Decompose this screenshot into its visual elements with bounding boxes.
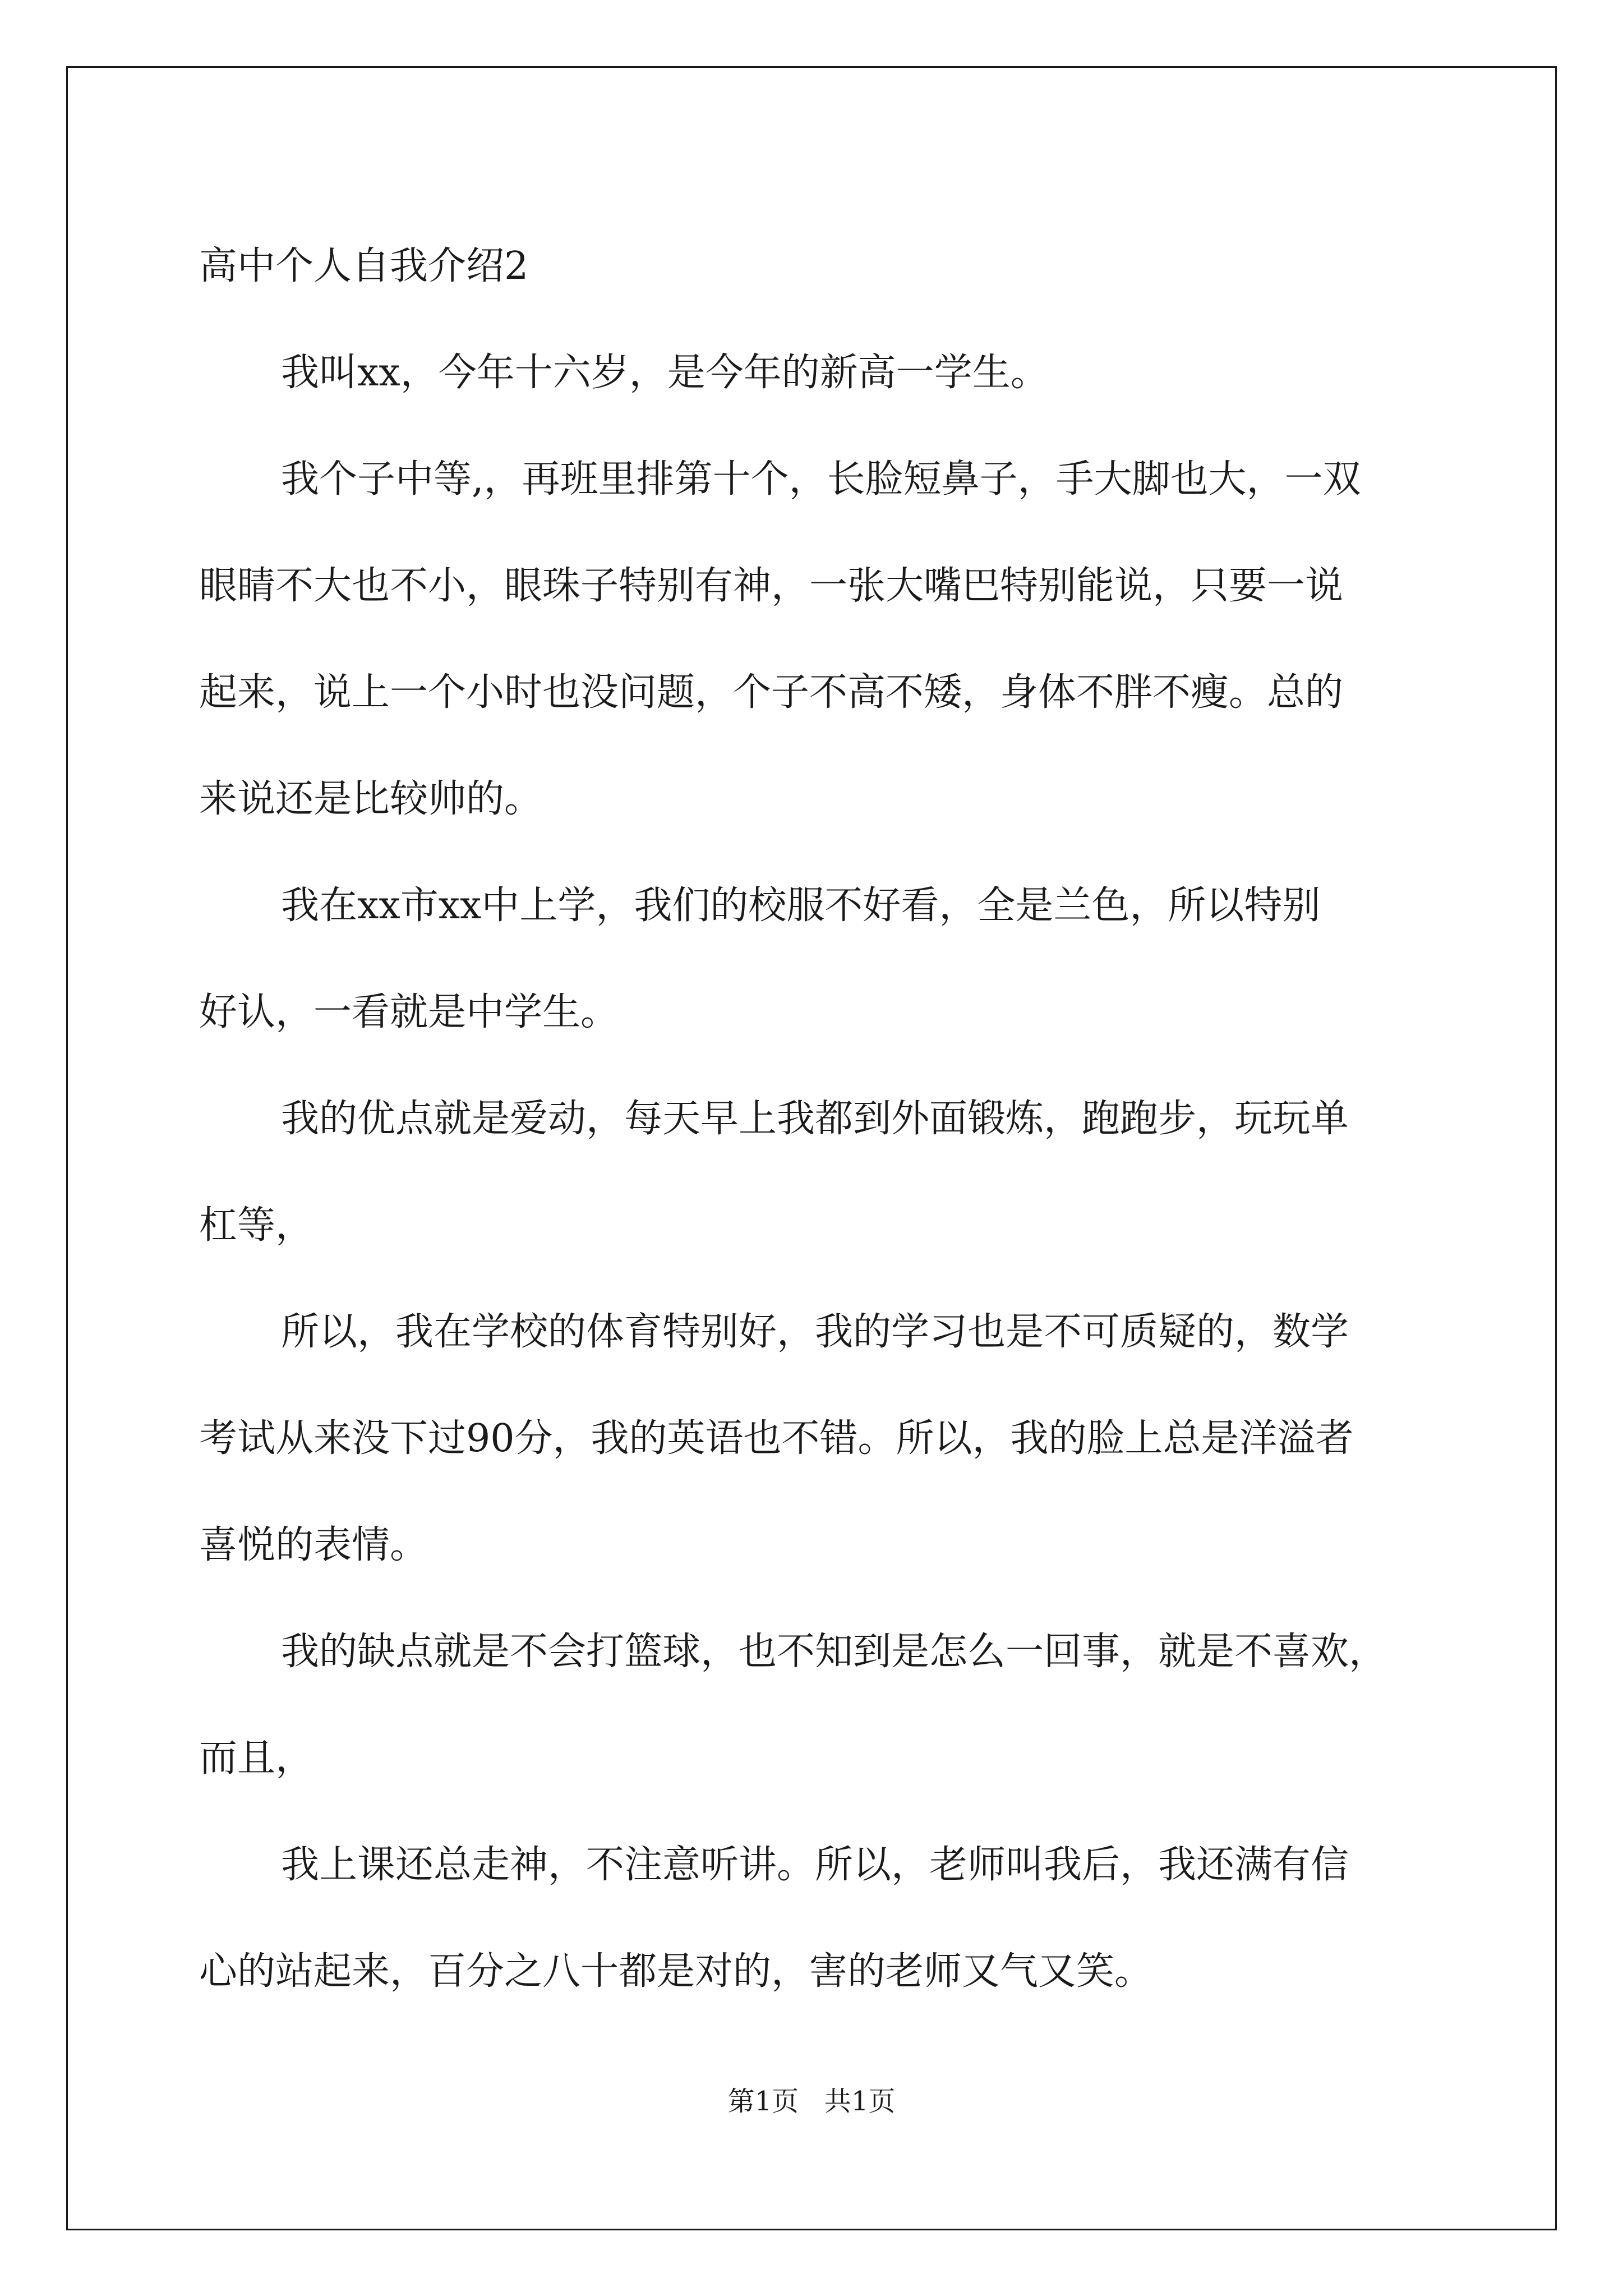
- paragraph-line: 喜悦的表情。: [199, 1523, 428, 1567]
- paragraph-line: 我的优点就是爱动，每天早上我都到外面锻炼，跑跑步，玩玩单: [281, 1097, 1349, 1141]
- paragraph-line: 来说还是比较帅的。: [199, 777, 543, 821]
- document-title: 高中个人自我介绍2: [199, 244, 529, 288]
- paragraph-line: 心的站起来，百分之八十都是对的，害的老师又气又笑。: [199, 1949, 1153, 1994]
- paragraph-5: [199, 1279, 1433, 1599]
- paragraph-3: [199, 853, 1433, 1066]
- paragraph-line: 我上课还总走神，不注意听讲。所以，老师叫我后，我还满有信: [281, 1843, 1349, 1887]
- paragraph-line: 而且，: [199, 1736, 314, 1780]
- paragraph-1: [199, 320, 1433, 426]
- paragraph-4: [199, 1066, 1433, 1279]
- page-number-footer: 第1页 共1页: [727, 2086, 896, 2117]
- paragraph-line: 我叫xx，今年十六岁，是今年的新高一学生。: [281, 351, 1049, 395]
- paragraph-2: [199, 426, 1433, 853]
- paragraph-line: 起来，说上一个小时也没问题，个子不高不矮，身体不胖不瘦。总的: [199, 670, 1344, 715]
- paragraph-line: 杠等，: [199, 1203, 314, 1248]
- paragraph-line: 所以，我在学校的体育特别好，我的学习也是不可质疑的，数学: [281, 1310, 1349, 1354]
- paragraph-line: 我的缺点就是不会打篮球，也不知到是怎么一回事，就是不喜欢，: [281, 1630, 1387, 1674]
- paragraph-7: [199, 1812, 1433, 2025]
- paragraph-line: 我在xx市xx中上学，我们的校服不好看，全是兰色，所以特别: [281, 884, 1321, 928]
- paragraph-line: 我个子中等,，再班里排第十个，长脸短鼻子，手大脚也大，一双: [281, 457, 1361, 501]
- paragraph-line: 好认，一看就是中学生。: [199, 990, 619, 1034]
- document-body: [199, 213, 1433, 2025]
- paragraph-line: 考试从来没下过90分，我的英语也不错。所以，我的脸上总是洋溢者: [199, 1416, 1354, 1461]
- paragraph-6: [199, 1599, 1433, 1812]
- paragraph-line: 眼睛不大也不小，眼珠子特别有神，一张大嘴巴特别能说，只要一说: [199, 564, 1344, 608]
